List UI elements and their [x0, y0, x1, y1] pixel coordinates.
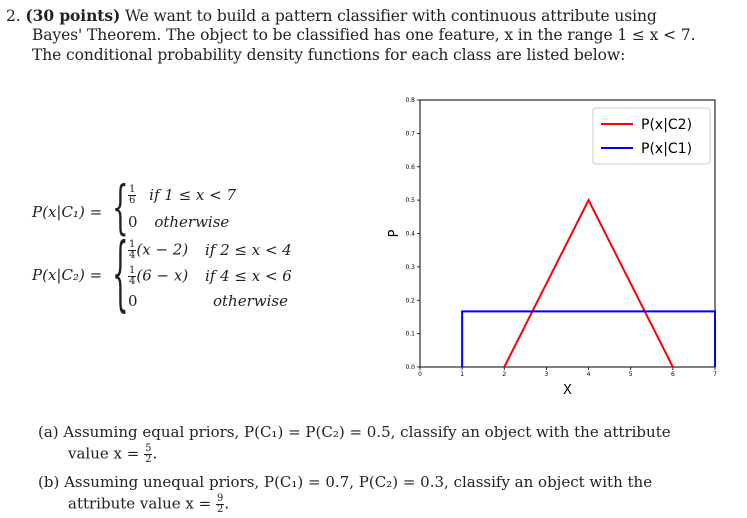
part-a-frac: $\frac{5}{2}$: [145, 443, 152, 465]
c2-case1-expr: (x − 2): [136, 240, 189, 259]
c2-brace: {: [112, 225, 129, 321]
y-tick-label: 0.7: [405, 130, 415, 138]
part-a-line-1: (a) Assuming equal priors, P(C₁) = P(C₂) = 0.5, classify an object with the attribute: [38, 423, 671, 441]
y-tick-label: 0.8: [405, 97, 415, 104]
x-tick-label: 3: [544, 371, 549, 378]
x-axis-label: X: [563, 383, 572, 398]
y-tick-label: 0.1: [405, 330, 415, 338]
question-line-1-text: We want to build a pattern classifier with continuous attribute using: [125, 7, 657, 25]
c1-case2-cond: otherwise: [154, 213, 230, 231]
c2-case1: [128, 240, 292, 261]
x-tick-label: 0: [418, 371, 422, 378]
y-axis-label: P: [387, 229, 402, 238]
x-tick-label: 1: [460, 371, 465, 378]
c2-case3-val: 0: [128, 292, 138, 310]
c2-frac-1: $\frac{1}{4}$: [129, 239, 136, 261]
part-b-prefix: attribute value x =: [68, 494, 212, 513]
legend-label-1: P(x|C2): [641, 117, 693, 133]
x-tick-label: 5: [628, 371, 633, 378]
question-line-1: [6, 6, 657, 25]
x-tick-label: 7: [713, 371, 717, 378]
question-points: (30 points): [25, 6, 121, 25]
y-tick-label: 0.5: [405, 197, 415, 205]
question-line-3: The conditional probability density functions for each class are listed below:: [32, 46, 626, 64]
c2-case1-cond: if 2 ≤ x < 4: [204, 240, 292, 259]
c1-brace: {: [112, 173, 129, 241]
x-tick-label: 6: [670, 371, 675, 378]
x-tick-label: 2: [502, 371, 507, 378]
c2-frac-2: $\frac{1}{4}$: [129, 265, 136, 287]
c2-lhs: P(x|C₂) =: [32, 266, 103, 284]
c2-case2: [128, 266, 292, 287]
c1-frac: $\frac{1}{6}$: [129, 184, 136, 206]
y-tick-label: 0.0: [405, 364, 415, 371]
part-b-line-1: (b) Assuming unequal priors, P(C₁) = 0.7, P(C₂) = 0.3, classify an object with the: [38, 473, 653, 491]
part-a-line-2: value x = $\frac{5}{2}$ .: [68, 443, 158, 465]
c2-case2-expr: (6 − x): [136, 266, 189, 285]
y-tick-label: 0.3: [405, 263, 415, 271]
series-line-1: [504, 200, 673, 367]
y-tick-label: 0.4: [405, 230, 415, 238]
part-b-frac: $\frac{9}{2}$: [217, 493, 224, 515]
c1-lhs: P(x|C₁) =: [32, 203, 103, 221]
question-line-2: Bayes' Theorem. The object to be classified has one feature, x in the range 1 ≤ x < 7.: [32, 26, 696, 44]
part-a-prefix: value x =: [68, 444, 140, 463]
x-tick-label: 4: [586, 371, 591, 378]
series-line-2: [462, 311, 715, 367]
density-chart: [368, 90, 738, 402]
c1-case2-val: 0: [128, 213, 138, 231]
c2-case2-cond: if 4 ≤ x < 6: [204, 266, 292, 285]
y-tick-label: 0.2: [405, 297, 415, 305]
c1-case1: [128, 185, 236, 206]
c1-case1-cond: if 1 ≤ x < 7: [149, 185, 237, 204]
c1-case2: [128, 213, 229, 231]
question-number: 2.: [6, 7, 21, 25]
part-b-line-2: attribute value x = $\frac{9}{2}$ .: [68, 493, 230, 515]
legend-label-2: P(x|C1): [641, 141, 693, 157]
y-tick-label: 0.6: [405, 163, 415, 171]
c2-case3-cond: otherwise: [213, 292, 288, 310]
